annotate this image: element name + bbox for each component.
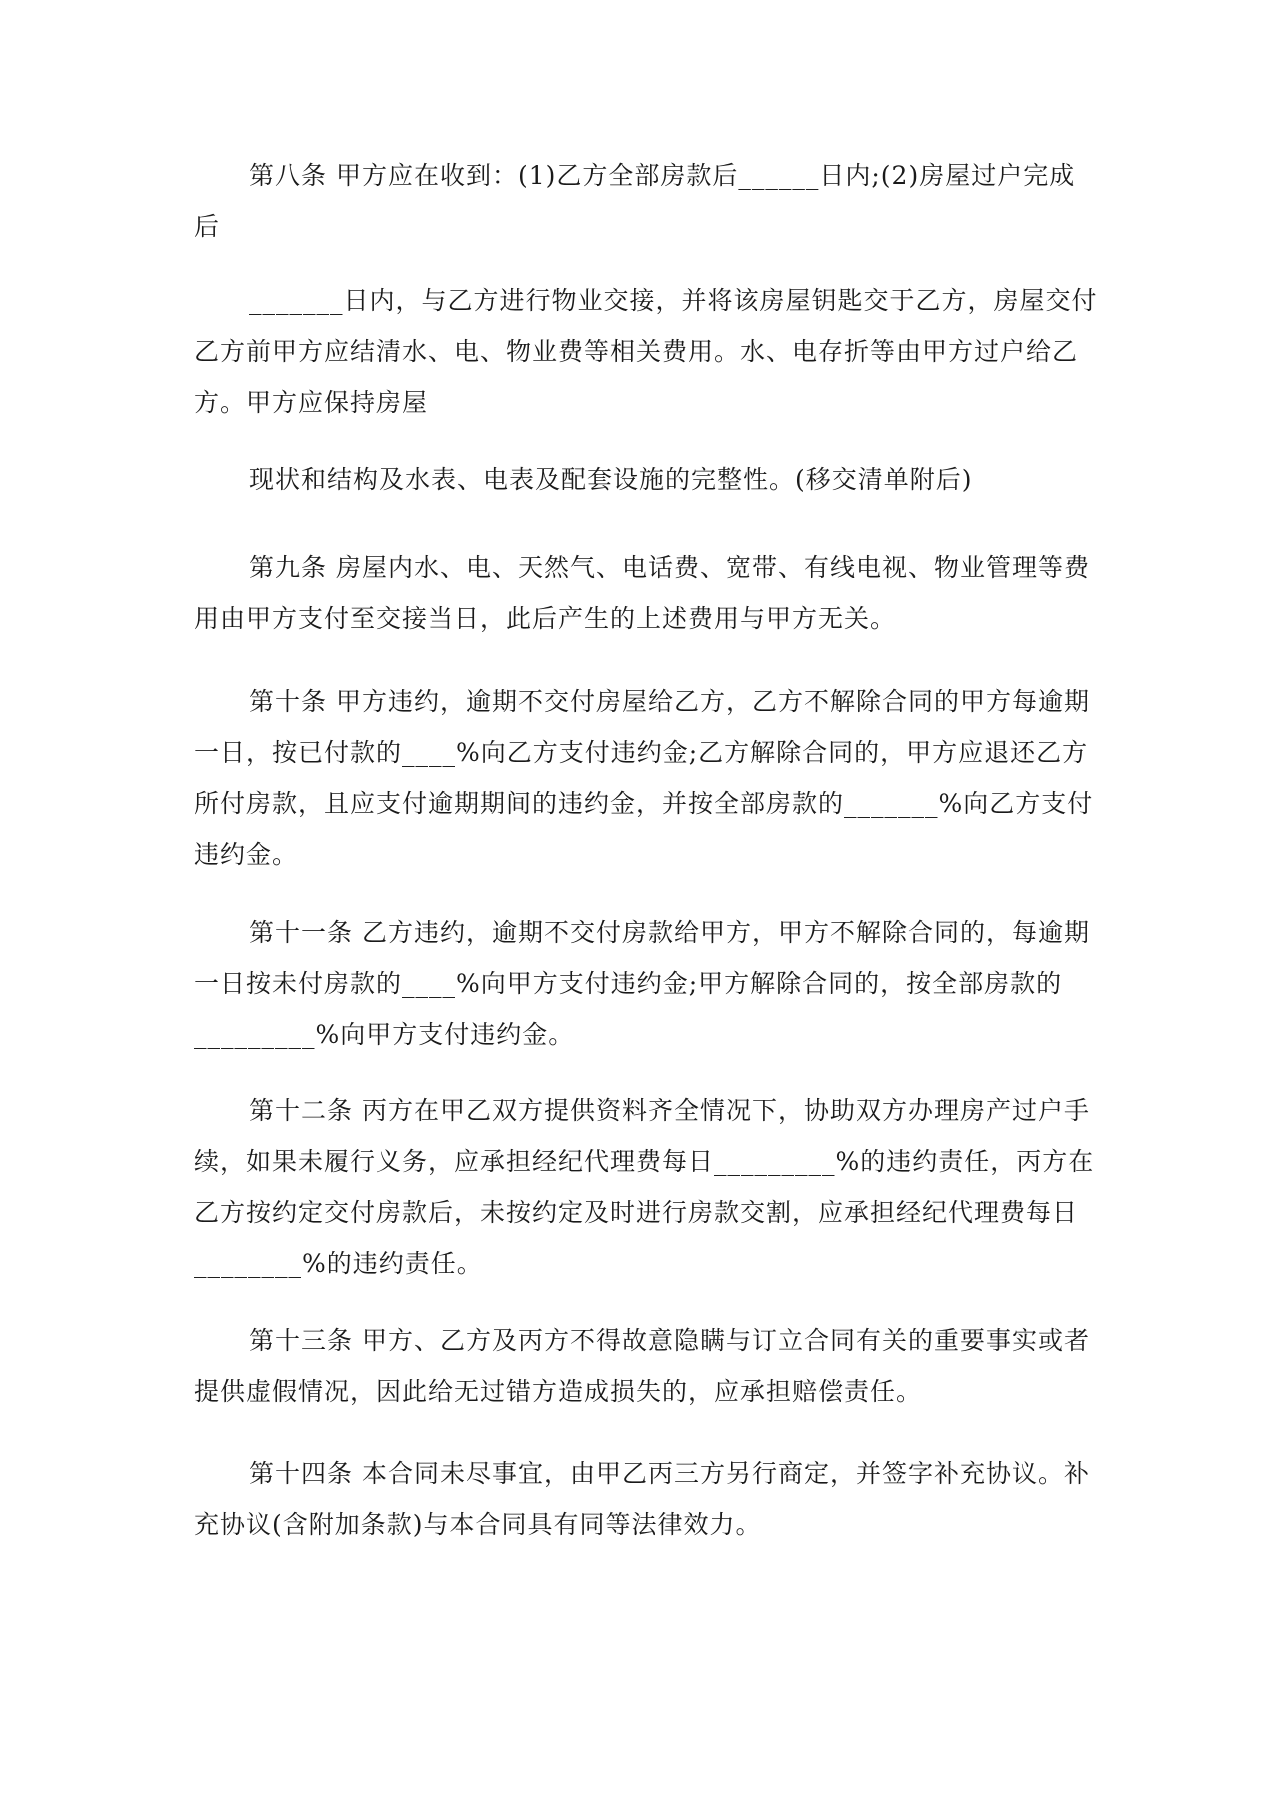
- article-14-paragraph: [194, 1448, 1094, 1550]
- article-8-paragraph-1: [194, 150, 1094, 252]
- text-line: 乙方前甲方应结清水、电、物业费等相关费用。水、电存折等由甲方过户给乙: [194, 337, 1079, 366]
- text-line: 后: [194, 212, 221, 241]
- text-line: 第十条 甲方违约，逾期不交付房屋给乙方，乙方不解除合同的甲方每逾期: [249, 687, 1090, 716]
- text-line: 方。甲方应保持房屋: [194, 388, 429, 417]
- article-8-paragraph-3: [194, 454, 1094, 505]
- article-11-paragraph: [194, 907, 1094, 1060]
- text-line: 第十四条 本合同未尽事宜，由甲乙丙三方另行商定，并签字补充协议。补: [249, 1459, 1090, 1488]
- article-9-paragraph: [194, 542, 1094, 644]
- text-line: 一日按未付房款的____%向甲方支付违约金;甲方解除合同的，按全部房款的: [194, 969, 1063, 998]
- text-line: 一日，按已付款的____%向乙方支付违约金;乙方解除合同的，甲方应退还乙方: [194, 738, 1089, 767]
- text-line: 第十一条 乙方违约，逾期不交付房款给甲方，甲方不解除合同的，每逾期: [249, 918, 1090, 947]
- text-line: 第九条 房屋内水、电、天然气、电话费、宽带、有线电视、物业管理等费: [249, 553, 1090, 582]
- article-8-paragraph-2: [194, 275, 1098, 428]
- text-line: 续，如果未履行义务，应承担经纪代理费每日_________%的违约责任，丙方在: [194, 1147, 1095, 1176]
- text-line: 提供虚假情况，因此给无过错方造成损失的，应承担赔偿责任。: [194, 1377, 923, 1406]
- text-line: 用由甲方支付至交接当日，此后产生的上述费用与甲方无关。: [194, 604, 897, 633]
- text-line: _________%向甲方支付违约金。: [194, 1020, 575, 1049]
- text-line: 现状和结构及水表、电表及配套设施的完整性。(移交清单附后): [249, 465, 973, 494]
- text-line: ________%的违约责任。: [194, 1249, 483, 1278]
- article-12-paragraph: [194, 1085, 1094, 1289]
- text-line: 充协议(含附加条款)与本合同具有同等法律效力。: [194, 1510, 762, 1539]
- article-10-paragraph: [194, 676, 1094, 880]
- text-line: 第十二条 丙方在甲乙双方提供资料齐全情况下，协助双方办理房产过户手: [249, 1096, 1090, 1125]
- text-line: 乙方按约定交付房款后，未按约定及时进行房款交割，应承担经纪代理费每日: [194, 1198, 1079, 1227]
- article-13-paragraph: [194, 1315, 1094, 1417]
- text-line: 违约金。: [194, 840, 299, 869]
- text-line: 第八条 甲方应在收到：(1)乙方全部房款后______日内;(2)房屋过户完成: [249, 161, 1076, 190]
- text-line: _______日内，与乙方进行物业交接，并将该房屋钥匙交于乙方，房屋交付: [249, 286, 1098, 315]
- text-line: 第十三条 甲方、乙方及丙方不得故意隐瞒与订立合同有关的重要事实或者: [249, 1326, 1090, 1355]
- text-line: 所付房款，且应支付逾期期间的违约金，并按全部房款的_______%向乙方支付: [194, 789, 1094, 818]
